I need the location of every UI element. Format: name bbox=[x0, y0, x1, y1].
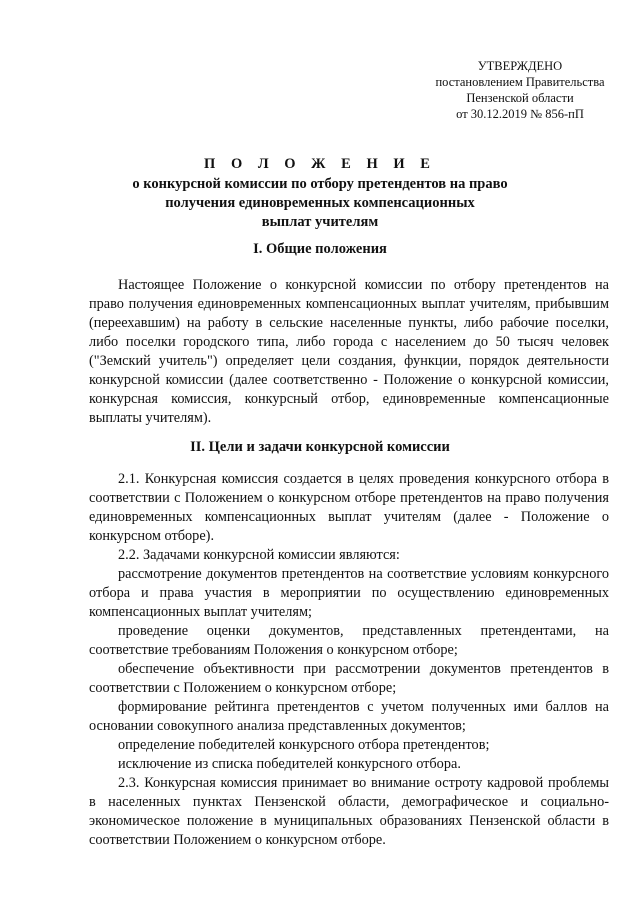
section-1-heading: I. Общие положения bbox=[253, 241, 387, 257]
section-1-body bbox=[89, 276, 609, 428]
approval-stamp bbox=[420, 58, 620, 122]
title-subtitle-line-1: о конкурсной комиссии по отбору претендентов на право bbox=[132, 176, 508, 192]
approval-title: УТВЕРЖДЕНО bbox=[477, 59, 563, 73]
task-item-assess-documents: проведение оценки документов, представленных претендентами, на соответствие требованиям Положения о конкурсном отборе; bbox=[89, 623, 609, 658]
section-2-body bbox=[89, 470, 609, 850]
task-item-winners: определение победителей конкурсного отбора претендентов; bbox=[118, 737, 490, 753]
section-2-heading: II. Цели и задачи конкурсной комиссии bbox=[190, 439, 450, 455]
task-item-review-documents: рассмотрение документов претендентов на соответствие условиям конкурсного отбора и права участия в мероприятии по осуществлению единовременных компенсационных выплат учителям; bbox=[89, 566, 609, 620]
title-main: П О Л О Ж Е Н И Е bbox=[204, 156, 436, 172]
section-1-paragraph: Настоящее Положение о конкурсной комиссии по отбору претендентов на право получения единовременных компенсационных выплат учителям, прибывшим (переехавшим) на работу в сельские населенные пункты, либо рабочие поселки, либо поселки городского типа, либо города с населением до 50 тысяч человек ("Земский учитель") определяет цели создания, функции, порядок деятельности конкурсной комиссии (далее соответственно - Положение о конкурсной комиссии, конкурсная комиссия, конкурсный отбор, единовременные компенсационные выплаты учителям). bbox=[89, 277, 609, 426]
approval-date-number: от 30.12.2019 № 856-пП bbox=[456, 107, 584, 121]
paragraph-2-2: 2.2. Задачами конкурсной комиссии являются: bbox=[118, 547, 400, 563]
task-item-objectivity: обеспечение объективности при рассмотрении документов претендентов в соответствии с Положением о конкурсном отборе; bbox=[89, 661, 609, 696]
paragraph-2-1: 2.1. Конкурсная комиссия создается в целях проведения конкурсного отбора в соответствии с Положением о конкурсном отборе претендентов на право получения единовременных компенсационных выплат учителям (далее - Положение о конкурсном отборе). bbox=[89, 471, 609, 544]
task-item-rating: формирование рейтинга претендентов с учетом полученных ими баллов на основании совокупного анализа представленных документов; bbox=[89, 699, 609, 734]
title-subtitle-line-3: выплат учителям bbox=[261, 214, 379, 230]
approval-authority: постановлением Правительства bbox=[435, 75, 605, 89]
paragraph-2-3: 2.3. Конкурсная комиссия принимает во внимание остроту кадровой проблемы в населенных пунктах Пензенской области, демографическое и социально-экономическое положение в муниципальных образованиях Пензенской области в соответствии Положением о конкурсном отборе. bbox=[89, 775, 609, 848]
title-subtitle-line-2: получения единовременных компенсационных bbox=[165, 195, 475, 211]
approval-region: Пензенской области bbox=[466, 91, 574, 105]
document-title bbox=[80, 155, 560, 232]
task-item-exclusion: исключение из списка победителей конкурсного отбора. bbox=[118, 756, 461, 772]
